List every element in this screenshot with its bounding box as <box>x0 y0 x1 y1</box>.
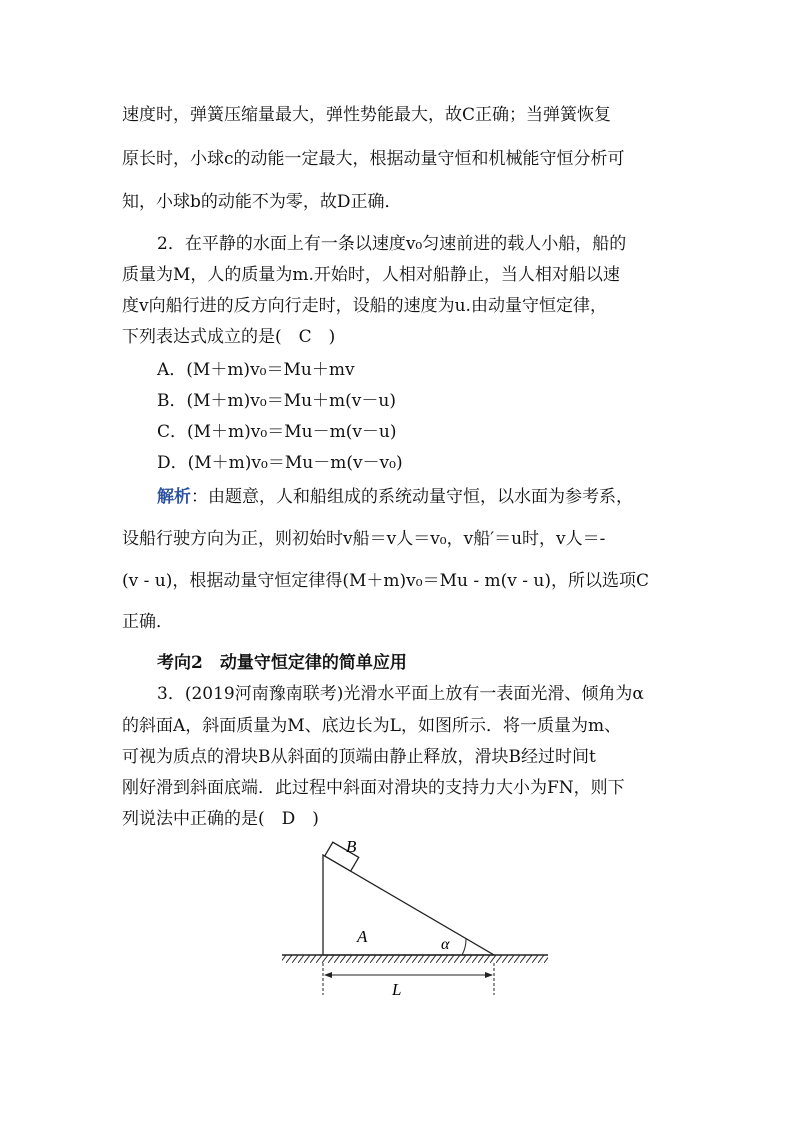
text-line: 正确． <box>122 612 173 632</box>
angle-arc <box>462 939 466 955</box>
text-line: 速度时，弹簧压缩量最大，弹性势能最大，故C正确；当弹簧恢复 <box>122 105 612 125</box>
dim-arrow-left <box>324 972 332 978</box>
incline-diagram <box>280 835 550 1005</box>
option-a: A．(M＋m)v₀＝Mu＋mv <box>157 360 355 380</box>
text-line: ：由题意，人和船组成的系统动量守恒，以水面为参考系， <box>191 487 633 507</box>
option-d: D．(M＋m)v₀＝Mu－m(v－v₀) <box>157 453 403 473</box>
text-line: 列说法中正确的是( D ) <box>122 809 319 829</box>
text-line: 可视为质点的滑块B从斜面的顶端由静止释放，滑块B经过时间t <box>122 747 596 767</box>
text-line: 知，小球b的动能不为零，故D正确． <box>122 192 402 212</box>
text-line: 度v向船行进的反方向行走时，设船的速度为u.由动量守恒定律， <box>122 296 607 316</box>
ground-hatch <box>282 955 548 963</box>
text-line: 原长时，小球c的动能一定最大，根据动量守恒和机械能守恒分析可 <box>122 149 625 169</box>
label-l: L <box>392 980 402 999</box>
section-title: 考向2 动量守恒定律的简单应用 <box>157 653 407 673</box>
option-b: B．(M＋m)v₀＝Mu＋m(v－u) <box>157 391 396 411</box>
text-line: 下列表达式成立的是( C ) <box>122 327 336 347</box>
label-b: B <box>346 837 357 856</box>
text-line: 设船行驶方向为正，则初始时v船＝v人＝v₀，v船′＝u时，v人＝- <box>122 529 606 549</box>
label-alpha: α <box>441 936 450 953</box>
text-line: 刚好滑到斜面底端．此过程中斜面对滑块的支持力大小为FN，则下 <box>122 778 625 798</box>
analysis-label: 解析 <box>157 487 191 507</box>
text-line: 的斜面A，斜面质量为M、底边长为L，如图所示．将一质量为m、 <box>122 716 622 736</box>
dim-arrow-right <box>485 972 493 978</box>
incline-figure <box>280 835 550 1009</box>
analysis-line <box>157 482 633 507</box>
text-line: 质量为M，人的质量为m.开始时，人相对船静止，当人相对船以速 <box>122 265 620 285</box>
text-line: 3．(2019河南豫南联考)光滑水平面上放有一表面光滑、倾角为α <box>157 684 644 704</box>
label-a: A <box>357 927 368 946</box>
option-c: C．(M＋m)v₀＝Mu－m(v－u) <box>157 422 397 442</box>
text-line: (v - u)，根据动量守恒定律得(M＋m)v₀＝Mu - m(v - u)，所以选项C <box>122 571 649 591</box>
text-line: 2．在平静的水面上有一条以速度v₀匀速前进的载人小船，船的 <box>157 234 627 254</box>
